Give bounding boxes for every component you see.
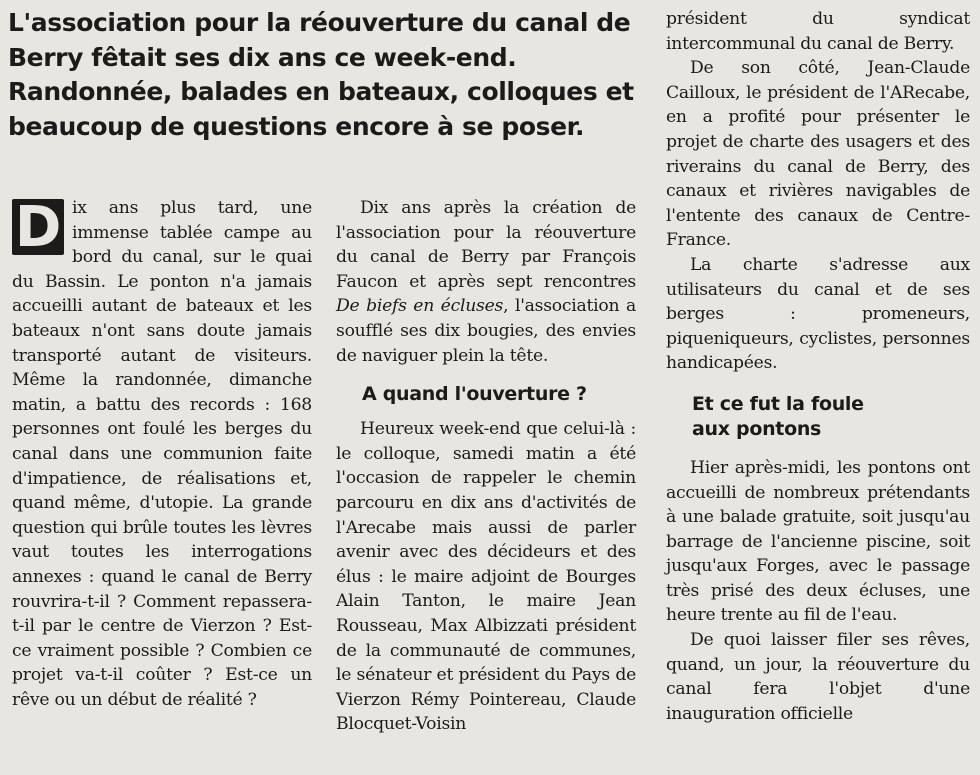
paragraph: De quoi laisser filer ses rêves, quand, un jour, la réouverture du canal fera l'objet d'une inauguration officielle xyxy=(666,630,970,724)
event-title: De biefs en écluses xyxy=(336,296,504,317)
article-column-1 xyxy=(12,196,312,712)
paragraph xyxy=(12,196,312,712)
paragraph-text: , l'association a soufflé ses dix bougies, des envies de naviguer plein la tête. xyxy=(336,296,636,366)
subhead-line: Et ce fut la foule xyxy=(692,392,864,415)
paragraph-text: Dix ans après la création de l'association pour la réouverture du canal de Berry par François Faucon et après sept rencontres xyxy=(336,198,636,292)
paragraph: Heureux week-end que celui-là : le colloque, samedi matin a été l'occasion de rappeler le chemin parcouru en dix ans d'activités de l'Arecabe mais aussi de parler avenir avec des décideurs et des élus : le maire adjoint de Bourges Alain Tanton, le maire Jean Rousseau, Max Albizzati président de la communauté de communes, le sénateur et président du Pays de Vierzon Rémy Pointereau, Claude Blocquet-Voisin xyxy=(336,419,636,735)
drop-cap: D xyxy=(12,199,64,255)
section-subhead: A quand l'ouverture ? xyxy=(362,383,587,406)
article-column-2 xyxy=(336,196,636,737)
paragraph: La charte s'adresse aux utilisateurs du canal et de ses berges : promeneurs, piqueniqueurs, cyclistes, personnes handicapées. xyxy=(666,254,970,374)
subhead-line: aux pontons xyxy=(692,417,822,440)
article-lead: L'association pour la réouverture du canal de Berry fêtait ses dix ans ce week-end. Randonnée, balades en bateaux, colloques et beaucoup de questions encore à se poser. xyxy=(8,8,634,141)
paragraph xyxy=(336,196,636,368)
paragraph: De son côté, Jean-Claude Cailloux, le président de l'ARecabe, en a profité pour présenter le projet de charte des usagers et des riverains du canal de Berry, des canaux et rivières navigables de l'entente des canaux de Centre-France. xyxy=(666,58,970,251)
section-subhead xyxy=(692,392,970,442)
paragraph: Hier après-midi, les pontons ont accueilli de nombreux prétendants à une balade gratuite, soit jusqu'au barrage de l'ancienne piscine, soit jusqu'aux Forges, avec le passage très prisé des deux écluses, une heure trente au fil de l'eau. xyxy=(666,457,970,626)
article-column-3 xyxy=(666,7,970,726)
paragraph: président du syndicat intercommunal du canal de Berry. xyxy=(666,9,970,54)
paragraph-text: ix ans plus tard, une immense tablée campe au bord du canal, sur le quai du Bassin. Le ponton n'a jamais accueilli autant de bateaux et les bateaux n'ont sans doute jamais transporté autant de visiteurs. Même la randonnée, dimanche matin, a battu des records : 168 personnes ont foulé les berges du canal dans une communion faite d'impatience, de réalisations et, quand même, d'utopie. La grande question qui brûle toutes les lèvres vaut toutes les interrogations annexes : quand le canal de Berry rouvrira-t-il ? Comment repassera-t-il par le centre de Vierzon ? Est-ce vraiment possible ? Combien ce projet va-t-il coûter ? Est-ce un rêve ou un début de réalité ? xyxy=(12,198,312,710)
